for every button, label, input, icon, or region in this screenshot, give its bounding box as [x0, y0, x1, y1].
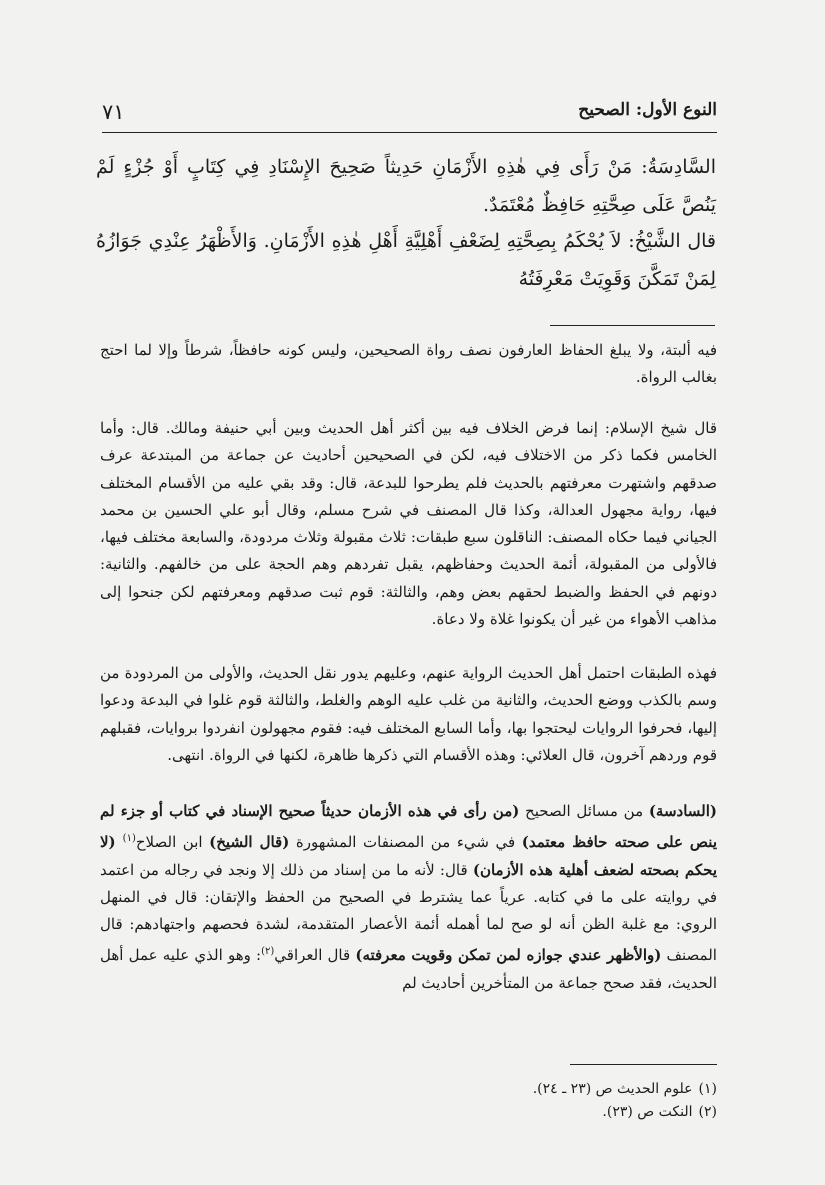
commentary-text: من مسائل الصحيح — [519, 802, 649, 820]
quoted-matn: (من رأى في هذه الأزمان حديثاً صحيح الإسناد في كتاب أو جزء لم ينص على صحته حافظ معتمد) — [100, 802, 717, 852]
commentary-paragraph-3: فهذه الطبقات احتمل أهل الحديث الرواية عنهم، وعليهم يدور نقل الحديث، والأولى من المردودة من وسم بالكذب ووضع الحديث، والثانية من غلب عليه الوهم والغلط، والثالثة قوم غلوا في البدعة ودعوا إليها، فحرفوا الروايات ليحتجوا بها، وأما السابع المختلف فيه: فقوم مجهولون انفردوا بروايات، فقبلهم قوم وردهم آخرون، قال العلائي: وهذه الأقسام التي ذكرها ظاهرة، لكنها في الرواة. انتهى. — [100, 664, 717, 764]
commentary-text: في شيء من المصنفات المشهورة — [289, 833, 522, 852]
footnote-marker-1: (١) — [122, 833, 136, 845]
commentary-text: ابن الصلاح — [135, 833, 210, 852]
quoted-matn: (والأظهر عندي جوازه لمن تمكن وقويت معرفته) — [355, 946, 662, 965]
footnote-text: النكت ص (٢٣). — [602, 1104, 693, 1120]
commentary-text: : وهو الذي عليه عمل أهل الحديث، فقد صحح جماعة من المتأخرين أحاديث لم — [100, 946, 717, 992]
footnote-number: (٢) — [698, 1104, 717, 1120]
footnote-separator — [570, 1064, 717, 1065]
commentary-separator — [550, 325, 715, 326]
quoted-matn: (قال الشيخ) — [209, 833, 290, 852]
commentary-paragraph-1: فيه ألبتة، ولا يبلغ الحفاظ العارفون نصف رواة الصحيحين، وليس كونه حافظاً، شرطاً وإلا لما احتج بغالب الرواة. — [100, 341, 717, 387]
commentary-text: قال العراقي — [274, 946, 356, 965]
matn-paragraph-2: قال الشَّيْخُ: لاَ يُحْكَمُ بِصِحَّتِهِ لِضَعْفِ أَهْلِيَّةِ أَهْلِ هٰذِهِ الأَزْمَانِ. وَالأَظْهَرُ عِنْدِي جَوَازُهُ لِمَنْ تَمَكَّنَ وَقَوِيَتْ مَعْرِفَتُهُ — [96, 230, 716, 290]
footnote-text: علوم الحديث ص (٢٣ ـ ٢٤). — [532, 1081, 693, 1097]
quoted-matn: (السادسة) — [648, 802, 717, 820]
commentary-paragraph-4 — [100, 798, 717, 997]
running-title: النوع الأول: الصحيح — [578, 100, 717, 120]
quoted-matn: (لا يحكم بصحته لضعف أهلية هذه الأزمان) — [100, 833, 718, 879]
commentary-paragraph-2: قال شيخ الإسلام: إنما فرض الخلاف فيه بين أكثر أهل الحديث وبين أبي حنيفة ومالك. قال: وأما الخامس فكما ذكر من الاختلاف فيه، لكن في الصحيحين أحاديث عن جماعة من المبتدعة عرف صدقهم واشتهرت معرفتهم بالحديث فلم يطرحوا للبدعة، قال: وقد بقي عليه من الأقسام المختلف فيها، رواية مجهول العدالة، وكذا قال المصنف في شرح مسلم، وقال أبو علي الحسين بن محمد الجياني فيما حكاه المصنف: الناقلون سبع طبقات: ثلاث مقبولة وثلاث مردودة، والسابعة مختلف فيها، فالأولى من المقبولة، أئمة الحديث وحفاظهم، يقبل تفردهم وهم الحجة على من خالفهم. والثانية: دونهم في الحفظ والضبط لحقهم بعض وهم، والثالثة: قوم ثبت صدقهم ومعرفتهم لكن جنحوا إلى مذاهب الأهواء من غير أن يكونوا غلاة ولا دعاة. — [100, 419, 717, 629]
footnote-marker-2: (٢) — [261, 946, 275, 958]
matn-paragraph-1: السَّادِسَةُ: مَنْ رَأَى فِي هٰذِهِ الأَزْمَانِ حَدِيثاً صَحِيحَ الإِسْنَادِ فِي كِتَابٍ أَوْ جُزْءٍ لَمْ يَنُصَّ عَلَى صِحَّتِهِ حَافِظٌ مُعْتَمَدٌ. — [96, 156, 716, 216]
commentary-text: قال: لأنه ما من إسناد من ذلك إلا ونجد في رجاله من اعتمد في روايته على ما في كتابه. عرياً عما يشترط في الصحيح من الحفظ والإتقان: قال في المنهل الروي: مع غلبة الظن أنه لو صح لما أهمله أئمة الأعصار المتقدمة، لشدة فحصهم واجتهادهم: قال المصنف — [100, 860, 717, 965]
page-number: ٧١ — [102, 100, 125, 124]
footnote-2 — [100, 1101, 717, 1124]
footnote-1 — [100, 1078, 717, 1101]
page-header — [102, 96, 717, 133]
footnote-number: (١) — [698, 1081, 717, 1097]
